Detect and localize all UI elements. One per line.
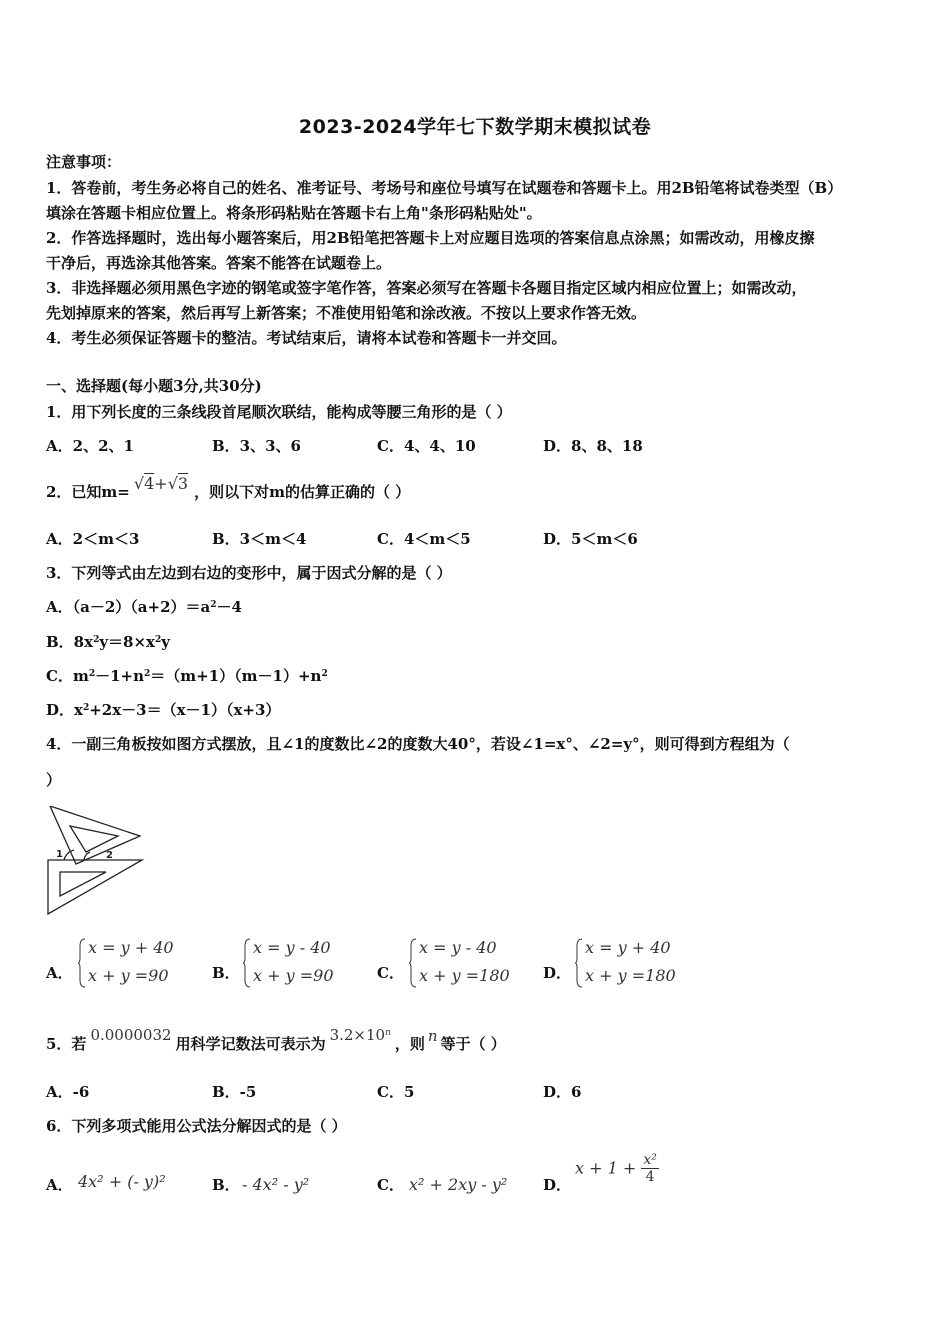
q5-text: 5．若 bbox=[46, 1035, 87, 1053]
q5-text-end: 等于（ ） bbox=[440, 1035, 506, 1053]
q2-option-a[interactable]: A．2＜m＜3 bbox=[46, 530, 140, 548]
q2-expression: √4+√3 bbox=[133, 474, 189, 493]
q6-option-b-label[interactable]: B． bbox=[212, 1176, 240, 1194]
triangle-ruler-figure bbox=[44, 806, 148, 918]
q4-option-d-label[interactable]: D． bbox=[543, 964, 572, 982]
q6-d-text: x + 1 + bbox=[575, 1158, 642, 1178]
q3-option-b[interactable] bbox=[46, 632, 170, 652]
q3-a-text: A．（a－2）（a+2）＝a bbox=[46, 598, 211, 616]
question-4-stem: 4．一副三角板按如图方式摆放，且∠1的度数比∠2的度数大40°，若设∠1=x°、∠2=y°，则可得到方程组为（ bbox=[46, 735, 790, 753]
notice-line: 填涂在答题卡相应位置上。将条形码粘贴在答题卡右上角"条形码粘贴处"。 bbox=[46, 204, 542, 222]
section-heading: 一、选择题(每小题3分,共30分) bbox=[46, 377, 262, 395]
equation-row: x + y =180 bbox=[585, 966, 676, 985]
q2-option-b[interactable]: B．3＜m＜4 bbox=[212, 530, 307, 548]
q1-option-b[interactable]: B．3、3、6 bbox=[212, 437, 301, 455]
q5-text-post: ，则 bbox=[394, 1035, 425, 1053]
q2-radicand-a: 4 bbox=[144, 474, 155, 493]
equation-row: x = y - 40 bbox=[419, 938, 497, 957]
q3-option-d[interactable] bbox=[46, 700, 280, 720]
q4-option-b-system[interactable] bbox=[243, 938, 353, 990]
fraction-denominator: 4 bbox=[645, 1169, 655, 1185]
q4-option-d-system[interactable] bbox=[575, 938, 695, 990]
notice-line: 1．答卷前，考生务必将自己的姓名、准考证号、考场号和座位号填写在试题卷和答题卡上。用2B铅笔将试卷类型（B） bbox=[46, 179, 843, 197]
q2-stem-post: ，则以下对m的估算正确的（ ） bbox=[194, 483, 411, 501]
q5-option-a[interactable]: A．-6 bbox=[46, 1083, 90, 1101]
q3-c-sup: 2 bbox=[321, 669, 328, 679]
q5-sci-exponent: n bbox=[385, 1028, 391, 1038]
equation-row: x = y + 40 bbox=[585, 938, 671, 957]
q3-c-text-mid: －1+n bbox=[95, 667, 144, 685]
q3-b-text-mid: y＝8×x bbox=[99, 633, 155, 651]
question-6-stem: 6．下列多项式能用公式法分解因式的是（ ） bbox=[46, 1117, 347, 1135]
q1-option-d[interactable]: D．8、8、18 bbox=[543, 437, 643, 455]
angle-2-label: 2 bbox=[106, 850, 113, 861]
q3-a-sup: 2 bbox=[210, 600, 217, 610]
q6-option-b-expression[interactable]: - 4x² - y² bbox=[242, 1175, 310, 1194]
brace-icon bbox=[243, 938, 251, 988]
q3-b-text: B．8x bbox=[46, 633, 94, 651]
notice-line: 3．非选择题必须用黑色字迹的钢笔或签字笔作答，答案必须写在答题卡各题目指定区域内相应位置上；如需改动， bbox=[46, 279, 807, 297]
q6-option-c-expression[interactable]: x² + 2xy - y² bbox=[409, 1175, 508, 1194]
q6-option-a-label[interactable]: A． bbox=[46, 1176, 73, 1194]
q6-option-d-label[interactable]: D． bbox=[543, 1176, 572, 1194]
q3-d-text: D．x bbox=[46, 701, 83, 719]
q5-variable: n bbox=[427, 1027, 438, 1045]
question-3-stem: 3．下列等式由左边到右边的变形中，属于因式分解的是（ ） bbox=[46, 564, 452, 582]
q5-option-d[interactable]: D．6 bbox=[543, 1083, 582, 1101]
q3-c-text-end: ＝（m+1）（m－1）+n bbox=[150, 667, 322, 685]
q2-radicand-b: 3 bbox=[177, 474, 189, 493]
notice-line: 4．考生必须保证答题卡的整洁。考试结束后，请将本试卷和答题卡一并交回。 bbox=[46, 329, 567, 347]
equation-row: x + y =180 bbox=[419, 966, 510, 985]
q3-b-sup: 2 bbox=[155, 635, 162, 645]
q1-option-a[interactable]: A．2、2、1 bbox=[46, 437, 134, 455]
q2-option-d[interactable]: D．5＜m＜6 bbox=[543, 530, 638, 548]
q2-plus: + bbox=[154, 474, 168, 493]
equation-row: x + y =90 bbox=[253, 966, 334, 985]
q3-option-a[interactable] bbox=[46, 597, 242, 617]
q4-option-a-label[interactable]: A． bbox=[46, 964, 73, 982]
q2-stem-pre: 2．已知m= bbox=[46, 483, 130, 501]
equation-row: x = y + 40 bbox=[88, 938, 174, 957]
q3-b-text-end: y bbox=[161, 633, 170, 651]
q6-d-fraction bbox=[641, 1152, 659, 1185]
equation-row: x + y =90 bbox=[88, 966, 169, 985]
q6-option-a-expression[interactable]: 4x² + (- y)² bbox=[78, 1172, 166, 1191]
q4-option-b-label[interactable]: B． bbox=[212, 964, 240, 982]
q6-option-c-label[interactable]: C． bbox=[377, 1176, 404, 1194]
q3-c-sup: 2 bbox=[88, 669, 96, 679]
q5-option-c[interactable]: C．5 bbox=[377, 1083, 415, 1101]
q3-a-text-end: －4 bbox=[216, 598, 242, 616]
equation-row: x = y - 40 bbox=[253, 938, 331, 957]
notice-line: 干净后，再选涂其他答案。答案不能答在试题卷上。 bbox=[46, 254, 392, 272]
q3-d-sup: 2 bbox=[82, 703, 90, 713]
q1-option-c[interactable]: C．4、4、10 bbox=[377, 437, 476, 455]
question-1-stem: 1．用下列长度的三条线段首尾顺次联结，能构成等腰三角形的是（ ） bbox=[46, 403, 512, 421]
fraction-numerator: x² bbox=[643, 1152, 657, 1168]
notice-line: 先划掉原来的答案，然后再写上新答案；不准使用铅笔和涂改液。不按以上要求作答无效。 bbox=[46, 304, 647, 322]
notice-line: 2．作答选择题时，选出每小题答案后，用2B铅笔把答题卡上对应题目选项的答案信息点涂黑；如需改动，用橡皮擦 bbox=[46, 229, 815, 247]
question-5-stem bbox=[46, 1026, 506, 1054]
q4-option-a-system[interactable] bbox=[78, 938, 188, 990]
q3-b-sup: 2 bbox=[93, 635, 100, 645]
page-title: 2023-2024学年七下数学期末模拟试卷 bbox=[298, 116, 652, 138]
q4-option-c-system[interactable] bbox=[409, 938, 529, 990]
q5-text-mid: 用科学记数法可表示为 bbox=[175, 1035, 326, 1053]
q3-option-c[interactable] bbox=[46, 666, 328, 686]
q3-d-text-end: +2x－3＝（x－1）（x+3） bbox=[89, 701, 281, 719]
notice-heading: 注意事项： bbox=[46, 153, 122, 171]
angle-1-label: 1 bbox=[56, 849, 63, 860]
question-4-stem-end: ） bbox=[46, 771, 62, 789]
q3-c-sup: 2 bbox=[144, 669, 151, 679]
q5-number: 0.0000032 bbox=[90, 1026, 172, 1044]
q5-sci-base: 3.2×10 bbox=[329, 1026, 386, 1044]
brace-icon bbox=[575, 938, 583, 988]
upper-triangle-ruler bbox=[50, 806, 140, 864]
brace-icon bbox=[78, 938, 86, 988]
q5-option-b[interactable]: B．-5 bbox=[212, 1083, 257, 1101]
q4-option-c-label[interactable]: C． bbox=[377, 964, 404, 982]
brace-icon bbox=[409, 938, 417, 988]
q6-option-d-expression[interactable] bbox=[575, 1152, 659, 1185]
q3-c-text: C．m bbox=[46, 667, 89, 685]
q2-option-c[interactable]: C．4＜m＜5 bbox=[377, 530, 471, 548]
lower-triangle-ruler bbox=[48, 860, 142, 914]
question-2-stem bbox=[46, 474, 411, 502]
q5-scientific bbox=[330, 1026, 391, 1044]
